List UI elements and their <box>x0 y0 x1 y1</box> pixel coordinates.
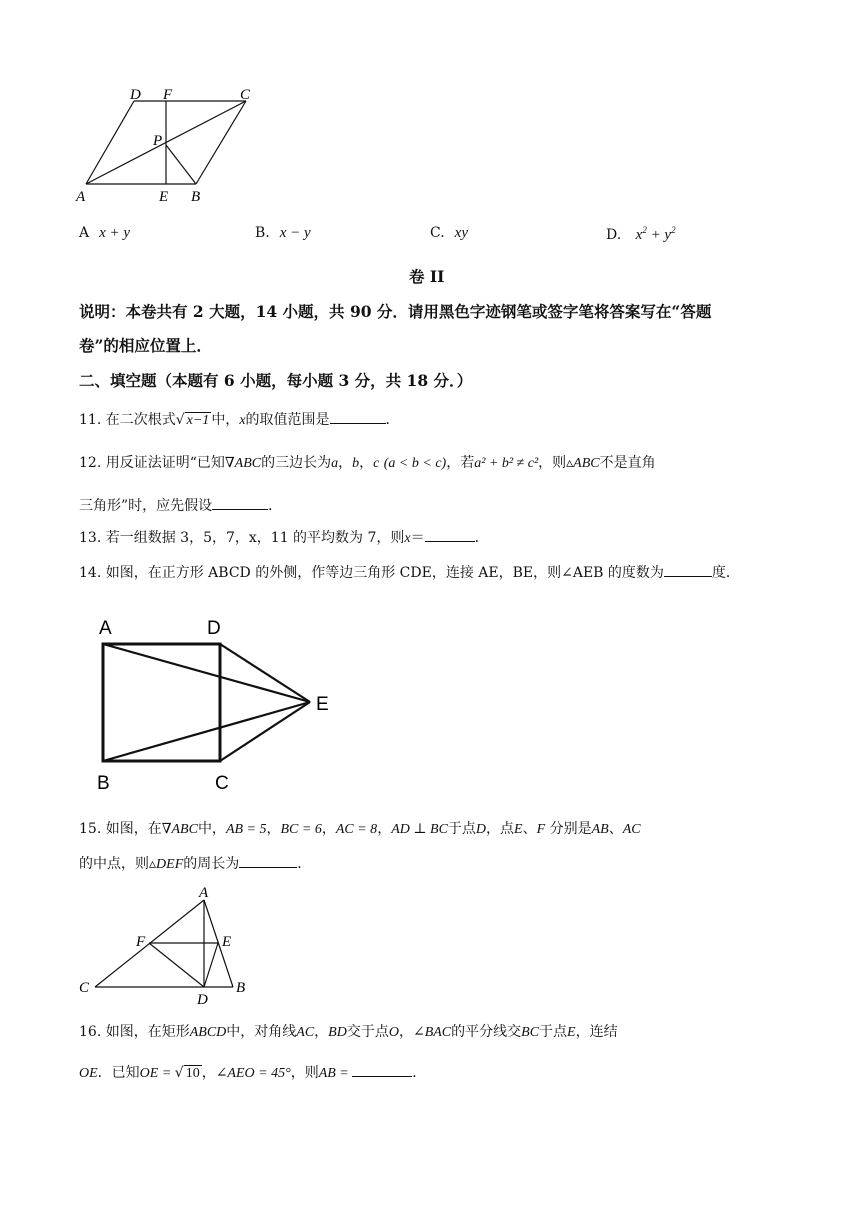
fig1-label-c: C <box>240 87 251 103</box>
fig1-label-a: A <box>76 189 86 205</box>
triangle-midpoints-figure <box>70 884 270 1009</box>
section-title: 卷 II <box>409 267 445 286</box>
answer-blank-11[interactable] <box>330 409 386 424</box>
sqrt-expression: √ x−1 <box>175 412 210 428</box>
fig3-label-f: F <box>136 934 146 950</box>
fig2-label-e: E <box>316 694 329 715</box>
fig2-label-b: B <box>97 773 110 794</box>
sqrt-expression: √ 10 <box>174 1065 200 1081</box>
fig3-label-d: D <box>197 992 208 1008</box>
question-11: 11. 在二次根式√ x−1 中，x的取值范围是 ． <box>79 409 400 431</box>
question-12-line1: 12. 用反证法证明“已知∇ABC的三边长为a，b，c (a < b < c)，若a² + b² ≠ c²，则▵ABC不是直角 <box>79 455 656 471</box>
question-16-line1: 16. 如图，在矩形ABCD中，对角线AC，BD交于点O，∠BAC的平分线交BC于点E，连结 <box>79 1024 618 1040</box>
fig1-label-f: F <box>163 87 173 103</box>
question-13: 13. 若一组数据 3，5，7，x，11 的平均数为 7，则x＝ ． <box>79 527 489 549</box>
question-15-line1: 15. 如图，在∇ABC中，AB = 5，BC = 6，AC = 8，AD ⊥ BC于点D，点E、F 分别是AB、AC <box>79 821 641 837</box>
question-12-line2: 三角形”时，应先假设 ． <box>79 495 282 516</box>
option-d[interactable]: D. $x^2 + y^2$ <box>606 225 676 243</box>
fig1-label-e: E <box>159 189 169 205</box>
section-note-line1: 说明：本卷共有 2 大题，14 小题，共 90 分．请用黑色字迹钢笔或签字笔将答案写在“答题 <box>79 302 712 321</box>
fig2-label-d: D <box>207 618 221 639</box>
section-heading: 二、填空题（本题有 6 小题，每小题 3 分，共 18 分．） <box>79 371 473 390</box>
fig2-label-c: C <box>215 773 229 794</box>
fig3-label-e: E <box>222 934 232 950</box>
answer-blank-15[interactable] <box>239 853 297 868</box>
fig2-label-a: A <box>99 618 112 639</box>
fig3-label-a: A <box>199 885 209 901</box>
parallelogram-figure <box>70 80 270 210</box>
answer-blank-13[interactable] <box>425 527 475 542</box>
option-c[interactable]: C. xy <box>430 225 468 241</box>
square-triangle-figure <box>90 608 350 798</box>
fig1-label-p: P <box>153 133 163 149</box>
question-15-line2: 的中点，则▵DEF的周长为 ． <box>79 853 311 875</box>
question-14: 14. 如图，在正方形 ABCD 的外侧，作等边三角形 CDE，连接 AE，BE，则∠AEB 的度数为 度． <box>79 562 740 583</box>
fig3-label-c: C <box>79 980 90 996</box>
option-b[interactable]: B. x − y <box>255 225 311 241</box>
fig1-label-b: B <box>191 189 201 205</box>
option-a[interactable]: A x + y <box>79 225 131 241</box>
answer-blank-16[interactable] <box>352 1062 412 1077</box>
section-note-line2: 卷”的相应位置上． <box>79 336 212 355</box>
answer-blank-12[interactable] <box>212 495 268 510</box>
fig1-label-d: D <box>130 87 141 103</box>
fig3-label-b: B <box>236 980 246 996</box>
answer-blank-14[interactable] <box>664 562 712 577</box>
question-16-line2: OE．已知OE = √ 10 ，∠AEO = 45°，则AB = ． <box>79 1062 426 1084</box>
